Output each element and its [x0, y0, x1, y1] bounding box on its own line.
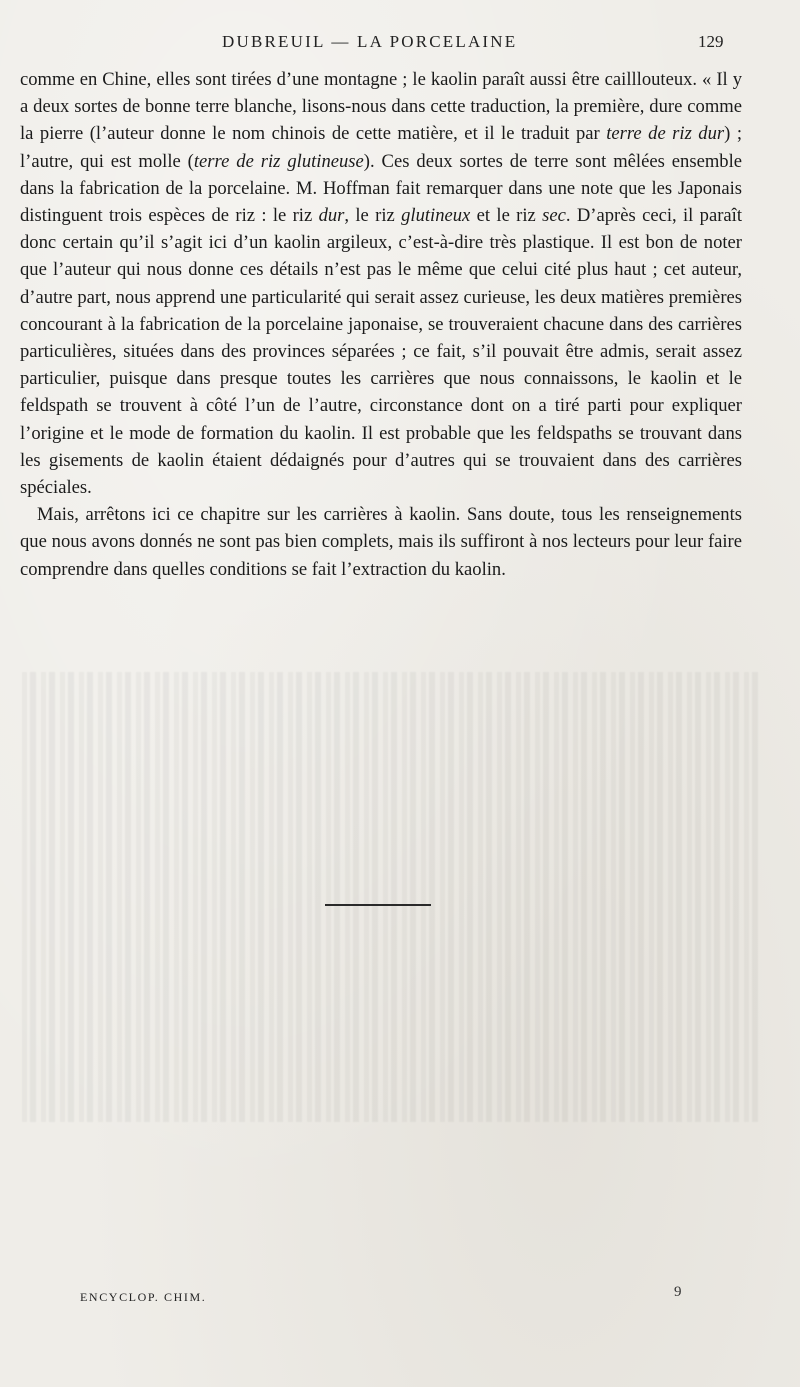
text-run: comme en Chine, elles sont tirées d’une montagne ; le kaolin paraît aussi être cailllouteux. « Il y a deux sortes de bonne terre blanche, lisons-nous dans cette traduction, la première, dure comme la pierre (l’auteur donne le nom chinois de cette matière, et il le traduit par	[20, 69, 742, 145]
italic-term: terre de riz glutineuse	[193, 150, 364, 172]
text-run: ). Ces deux sortes de terre sont mêlées ensemble dans la fabrication de la porcelaine. M. Hoffman fait remarquer dans une note que les Japonais distinguent trois espèces de riz : le riz	[20, 150, 742, 227]
text-run: , le riz	[344, 205, 402, 227]
running-title: DUBREUIL — LA PORCELAINE	[222, 32, 518, 51]
body-text	[20, 66, 742, 583]
signature-mark: ENCYCLOP. CHIM.	[80, 1290, 207, 1304]
italic-term: glutineux	[401, 205, 471, 227]
text-run: Mais, arrêtons ici ce chapitre sur les carrières à kaolin. Sans doute, tous les renseignements que nous avons donnés ne sont pas bien complets, mais ils suffiront à nos lecteurs pour leur faire comprendre dans quelles conditions se fait l’extraction du kaolin.	[20, 504, 742, 580]
paragraph-2	[20, 501, 742, 583]
text-run: et le riz	[470, 205, 543, 227]
section-divider-rule	[325, 904, 431, 906]
italic-term: sec	[542, 205, 566, 227]
italic-term: dur	[318, 205, 345, 227]
paragraph-1	[20, 66, 742, 501]
page-number: 129	[698, 32, 724, 51]
text-run: ) ; l’autre, qui est molle (	[20, 123, 742, 172]
sheet-number: 9	[674, 1284, 682, 1300]
italic-term: terre de riz dur	[606, 123, 725, 145]
show-through-text	[18, 672, 758, 1172]
text-run: . D’après ceci, il paraît donc certain qu’il s’agit ici d’un kaolin argileux, c’est-à-dire très plastique. Il est bon de noter que l’auteur qui nous donne ces détails n’est pas le même que celui cité plus haut ; cet auteur, d’autre part, nous apprend une particularité qui serait assez curieuse, les deux matières premières concourant à la fabrication de la porcelaine japonaise, se trouveraient chacune dans des carrières particulières, situées dans des provinces séparées ; ce fait, s’il pouvait être admis, serait assez particulier, puisque dans presque toutes les carrières que nous connaissons, le kaolin et le feldspath se trouvent à côté l’un de l’autre, circonstance dont on a tiré parti pour expliquer l’origine et le mode de formation du kaolin. Il est probable que les feldspaths se trouvant dans les gisements de kaolin étaient dédaignés pour d’autres qui se trouvaient dans des carrières spéciales.	[20, 205, 742, 499]
running-head	[0, 32, 800, 56]
